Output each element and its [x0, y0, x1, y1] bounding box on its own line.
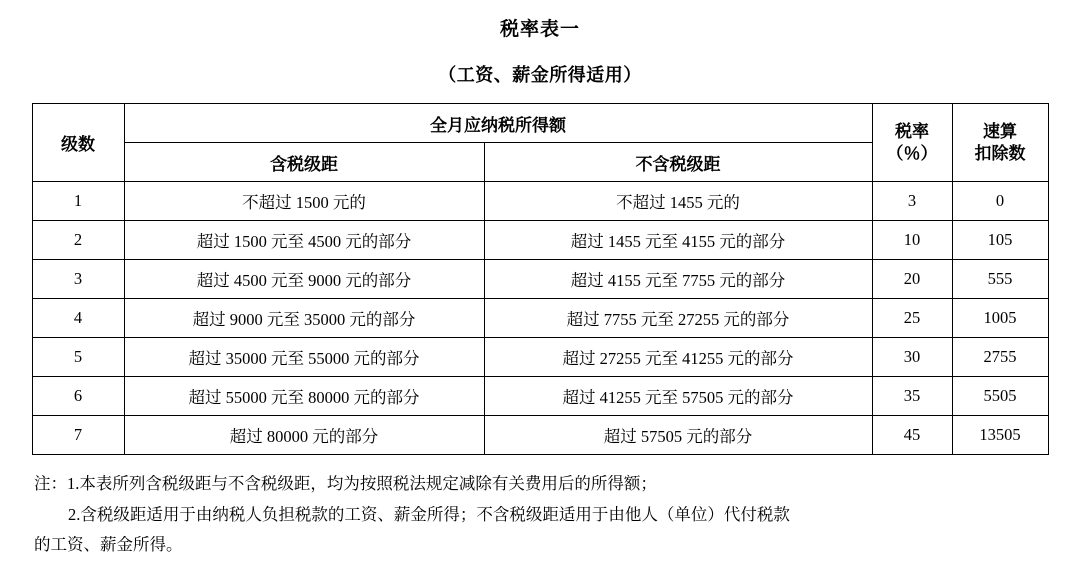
note-line-1: 注：1.本表所列含税级距与不含税级距，均为按照税法规定减除有关费用后的所得额；	[34, 474, 657, 493]
cell-quick-deduction: 1005	[952, 299, 1048, 338]
cell-tax-rate: 35	[872, 377, 952, 416]
table-row	[32, 299, 1048, 338]
header-tax-rate	[872, 104, 952, 182]
table-row	[32, 338, 1048, 377]
cell-taxed-bracket: 不超过 1500 元的	[124, 182, 484, 221]
page-subtitle: （工资、薪金所得适用）	[438, 65, 642, 85]
cell-level: 1	[32, 182, 124, 221]
cell-level: 7	[32, 416, 124, 455]
cell-untaxed-bracket: 超过 4155 元至 7755 元的部分	[484, 260, 872, 299]
table-row	[32, 377, 1048, 416]
cell-taxed-bracket: 超过 4500 元至 9000 元的部分	[124, 260, 484, 299]
cell-quick-deduction: 2755	[952, 338, 1048, 377]
cell-quick-deduction: 105	[952, 221, 1048, 260]
cell-quick-deduction: 555	[952, 260, 1048, 299]
table-row	[32, 182, 1048, 221]
cell-quick-deduction: 13505	[952, 416, 1048, 455]
cell-level: 2	[32, 221, 124, 260]
cell-taxed-bracket: 超过 55000 元至 80000 元的部分	[124, 377, 484, 416]
cell-untaxed-bracket: 超过 27255 元至 41255 元的部分	[484, 338, 872, 377]
cell-taxed-bracket: 超过 35000 元至 55000 元的部分	[124, 338, 484, 377]
tax-rate-table	[32, 103, 1049, 455]
cell-untaxed-bracket: 超过 41255 元至 57505 元的部分	[484, 377, 872, 416]
cell-tax-rate: 45	[872, 416, 952, 455]
cell-tax-rate: 10	[872, 221, 952, 260]
header-tax-rate-line1: 税率	[895, 122, 929, 142]
cell-untaxed-bracket: 超过 7755 元至 27255 元的部分	[484, 299, 872, 338]
header-quick-deduction-line2: 扣除数	[974, 143, 1026, 163]
cell-untaxed-bracket: 超过 1455 元至 4155 元的部分	[484, 221, 872, 260]
cell-taxed-bracket: 超过 1500 元至 4500 元的部分	[124, 221, 484, 260]
cell-taxed-bracket: 超过 80000 元的部分	[124, 416, 484, 455]
header-quick-deduction	[952, 104, 1048, 182]
cell-untaxed-bracket: 不超过 1455 元的	[484, 182, 872, 221]
page-title: 税率表一	[499, 19, 580, 40]
table-row	[32, 221, 1048, 260]
cell-level: 3	[32, 260, 124, 299]
header-quick-deduction-line1: 速算	[983, 122, 1017, 142]
note-line-2: 2.含税级距适用于由纳税人负担税款的工资、薪金所得；不含税级距适用于由他人（单位）代付税款	[68, 504, 790, 524]
document-page	[0, 14, 1080, 573]
table-notes	[0, 469, 1080, 561]
cell-tax-rate: 30	[872, 338, 952, 377]
cell-level: 5	[32, 338, 124, 377]
cell-taxed-bracket: 超过 9000 元至 35000 元的部分	[124, 299, 484, 338]
cell-tax-rate: 3	[872, 182, 952, 221]
header-tax-rate-line2: （％）	[886, 143, 938, 163]
cell-level: 4	[32, 299, 124, 338]
header-monthly-taxable-income: 全月应纳税所得额	[124, 104, 872, 143]
cell-level: 6	[32, 377, 124, 416]
table-header-row-1	[32, 104, 1048, 143]
header-untaxed-bracket: 不含税级距	[484, 143, 872, 182]
table-row	[32, 416, 1048, 455]
cell-tax-rate: 20	[872, 260, 952, 299]
cell-quick-deduction: 5505	[952, 377, 1048, 416]
cell-tax-rate: 25	[872, 299, 952, 338]
header-level: 级数	[32, 104, 124, 182]
table-row	[32, 260, 1048, 299]
cell-quick-deduction: 0	[952, 182, 1048, 221]
cell-untaxed-bracket: 超过 57505 元的部分	[484, 416, 872, 455]
header-taxed-bracket: 含税级距	[124, 143, 484, 182]
note-line-3: 的工资、薪金所得。	[34, 535, 183, 555]
